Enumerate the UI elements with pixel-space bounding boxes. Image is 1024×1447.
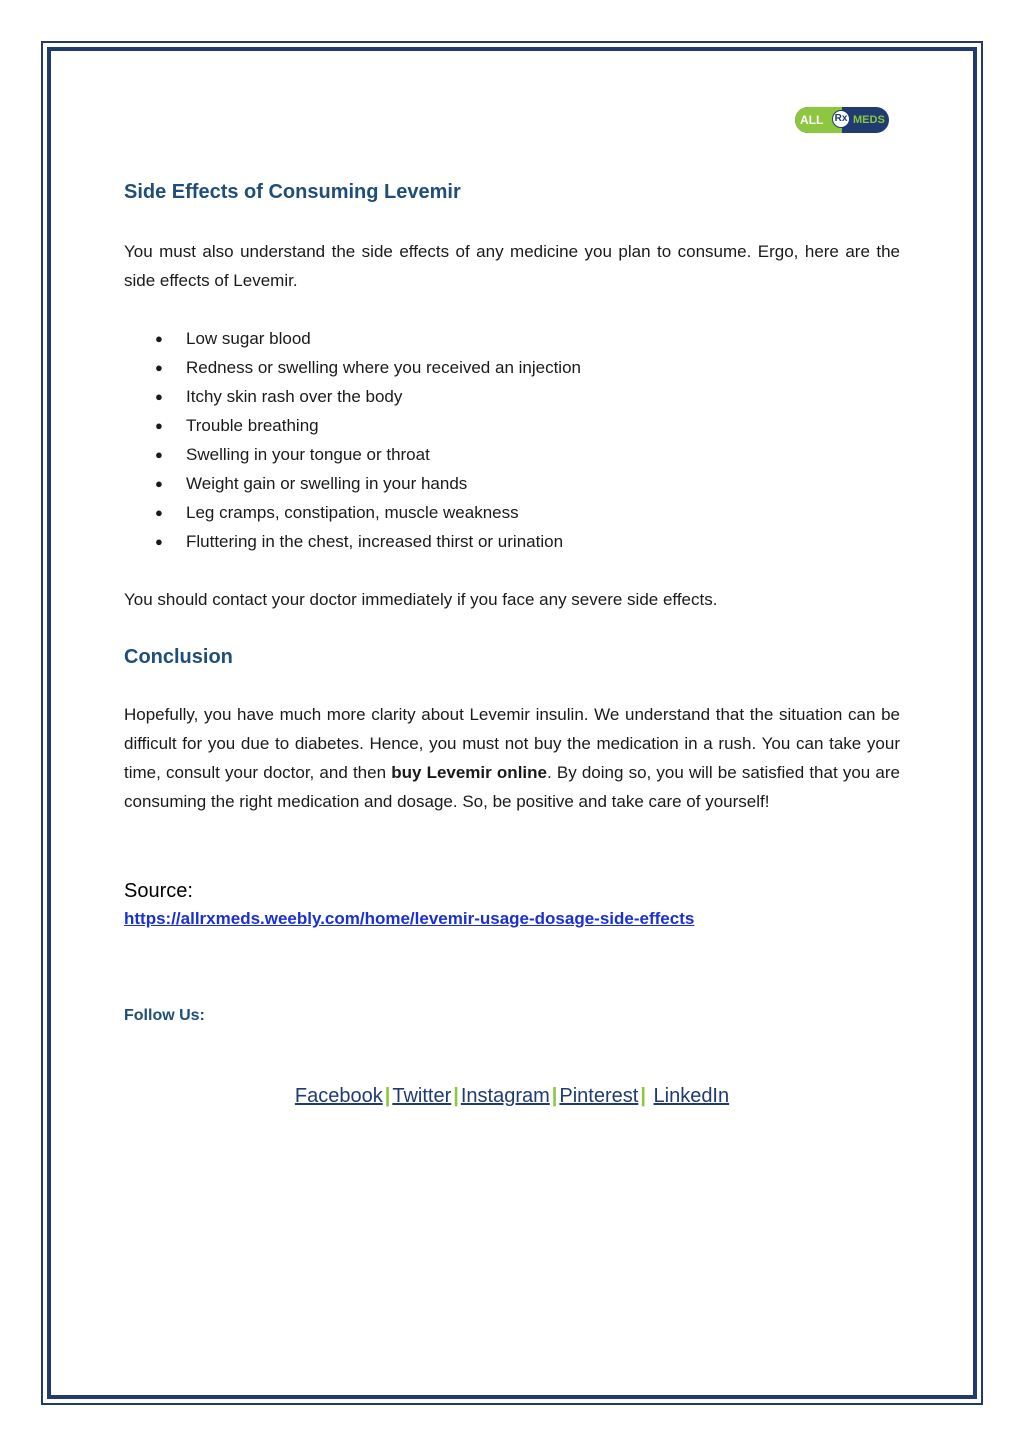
bullet-icon: ● — [155, 331, 163, 346]
conclusion-text-part2: . By doing so, you will be satisfied that you are consuming the right medication and dosage. So, be positive and take care of yourself! — [124, 763, 900, 811]
separator: | — [551, 1085, 558, 1107]
instagram-link[interactable]: Instagram — [460, 1085, 550, 1107]
list-item — [124, 527, 900, 556]
bullet-icon: ● — [155, 534, 163, 549]
bullet-icon: ● — [155, 360, 163, 375]
bullet-icon: ● — [155, 447, 163, 462]
list-item — [124, 440, 900, 469]
source-label: Source: — [124, 880, 193, 902]
facebook-link[interactable]: Facebook — [294, 1085, 383, 1107]
list-item-text: Leg cramps, constipation, muscle weakness — [186, 503, 519, 522]
social-links — [0, 1080, 1024, 1112]
list-item — [124, 469, 900, 498]
side-effects-heading: Side Effects of Consuming Levemir — [124, 181, 461, 203]
list-item — [124, 353, 900, 382]
side-effects-intro: You must also understand the side effects of any medicine you plan to consume. Ergo, here are the side effects of Levemir. — [124, 242, 900, 290]
list-item — [124, 498, 900, 527]
bullet-icon: ● — [155, 476, 163, 491]
logo-rx-badge: Rx — [832, 110, 850, 128]
linkedin-link[interactable]: LinkedIn — [653, 1085, 730, 1107]
list-item — [124, 324, 900, 353]
pinterest-link[interactable]: Pinterest — [559, 1085, 639, 1107]
conclusion-heading: Conclusion — [124, 646, 233, 668]
list-item-text: Weight gain or swelling in your hands — [186, 474, 468, 493]
allrxmeds-logo — [795, 107, 889, 133]
list-item — [124, 382, 900, 411]
follow-us-label: Follow Us: — [124, 1007, 205, 1024]
document-content — [124, 176, 900, 1028]
list-item-text: Swelling in your tongue or throat — [186, 445, 430, 464]
list-item-text: Low sugar blood — [186, 329, 311, 348]
buy-levemir-online-bold: buy Levemir online — [391, 763, 547, 782]
separator: | — [453, 1085, 459, 1107]
bullet-icon: ● — [155, 389, 163, 404]
separator: | — [640, 1085, 646, 1107]
contact-doctor-note: You should contact your doctor immediately if you face any severe side effects. — [124, 590, 718, 609]
bullet-icon: ● — [155, 418, 163, 433]
conclusion-text-part1: Hopefully, you have much more clarity about Levemir insulin. We understand that the situation can be difficult for you due to diabetes. Hence, you must not buy the medication in a rush. You can take your time, consult your doctor, and then — [124, 705, 900, 782]
separator: | — [384, 1085, 391, 1107]
side-effects-list — [124, 324, 900, 556]
logo-meds-text: MEDS — [853, 114, 885, 126]
logo-all-text: ALL — [800, 113, 824, 127]
list-item-text: Trouble breathing — [186, 416, 319, 435]
list-item-text: Redness or swelling where you received an injection — [186, 358, 581, 377]
list-item-text: Fluttering in the chest, increased thirst or urination — [186, 532, 564, 551]
list-item — [124, 411, 900, 440]
source-link[interactable]: https://allrxmeds.weebly.com/home/levemir-usage-dosage-side-effects — [124, 909, 695, 928]
conclusion-paragraph — [124, 700, 900, 816]
bullet-icon: ● — [155, 505, 163, 520]
list-item-text: Itchy skin rash over the body — [186, 387, 403, 406]
twitter-link[interactable]: Twitter — [392, 1085, 452, 1107]
